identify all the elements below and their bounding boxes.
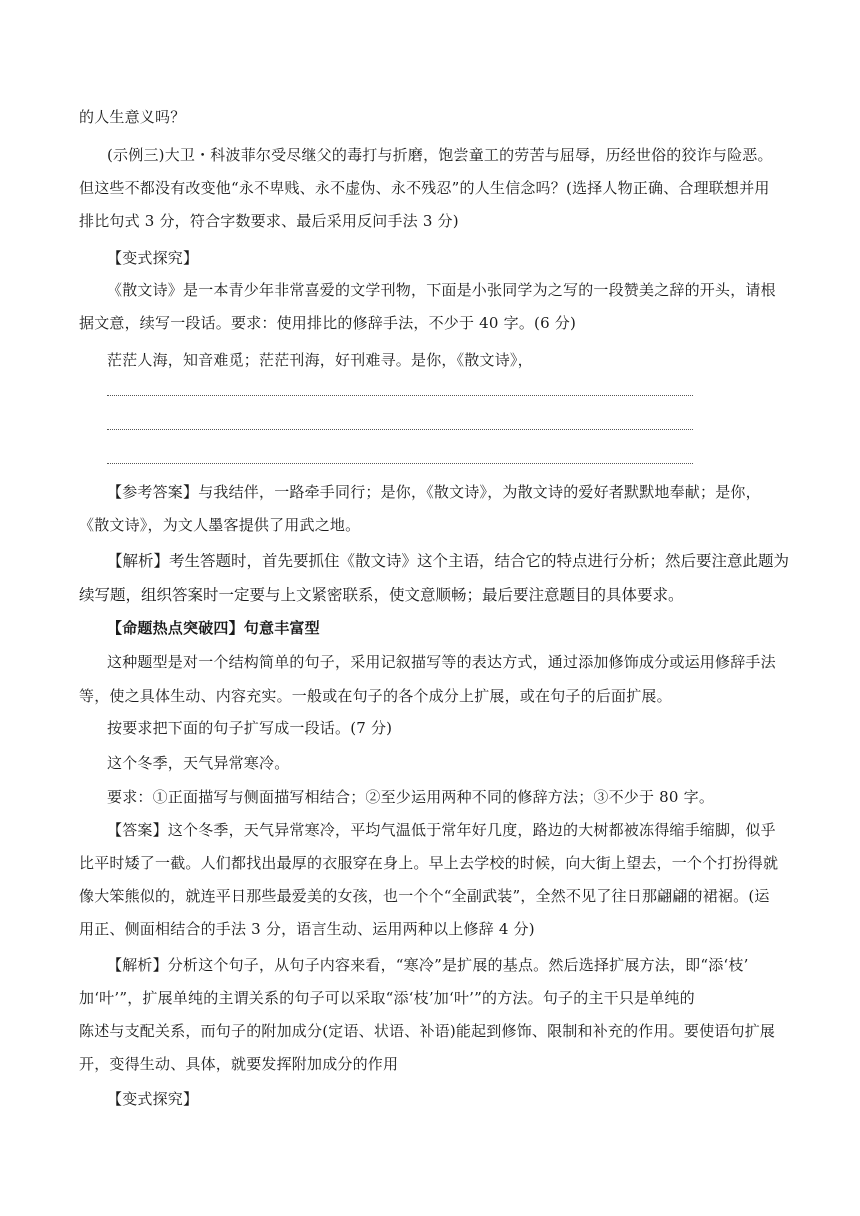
reference-answer-paragraph: 【参考答案】与我结伴，一路牵手同行；是你，《散文诗》，为散文诗的爱好者默默地奉献；是你， bbox=[107, 483, 761, 501]
text-line: 据文意，续写一段话。要求：使用排比的修辞手法，不少于 40 字。(6 分) bbox=[79, 314, 577, 332]
text-line: 等，使之具体生动、内容充实。一般或在句子的各个成分上扩展，或在句子的后面扩展。 bbox=[79, 687, 672, 705]
question-paragraph: 《散文诗》是一本青少年非常喜爱的文学刊物，下面是小张同学为之写的一段赞美之辞的开头，请根 bbox=[107, 281, 776, 299]
text-line: 加‘叶’”，扩展单纯的主谓关系的句子可以采取“添‘枝’加‘叶’”的方法。句子的主干只是单纯的 bbox=[79, 989, 695, 1007]
section-heading-variant: 【变式探究】 bbox=[107, 249, 199, 267]
text-line: 的人生意义吗？ bbox=[79, 108, 186, 126]
requirements-line: 要求：①正面描写与侧面描写相结合；②至少运用两种不同的修辞方法；③不少于 80 字。 bbox=[107, 788, 715, 806]
text-line: 续写题，组织答案时一定要与上文紧密联系，使文意顺畅；最后要注意题目的具体要求。 bbox=[79, 586, 684, 604]
text-line: 比平时矮了一截。人们都找出最厚的衣服穿在身上。早上去学校的时候，向大街上望去，一个个打扮得就 bbox=[79, 854, 779, 872]
section-heading-variant-two: 【变式探究】 bbox=[107, 1090, 199, 1108]
section-heading-hotspot-four: 【命题热点突破四】句意丰富型 bbox=[107, 619, 320, 637]
text-line: 《散文诗》，为文人墨客提供了用武之地。 bbox=[79, 516, 361, 534]
text-line: 但这些不都没有改变他“永不卑贱、永不虚伪、永不残忍”的人生信念吗？(选择人物正确、合理联想并用 bbox=[79, 179, 770, 197]
text-line: 用正、侧面相结合的手法 3 分，语言生动、运用两种以上修辞 4 分) bbox=[79, 920, 535, 938]
example-three-paragraph: (示例三)大卫・科波菲尔受尽继父的毒打与折磨，饱尝童工的劳苦与屈辱，历经世俗的狡诈与险恶。 bbox=[107, 146, 773, 164]
prompt-sentence: 茫茫人海，知音难觅；茫茫刊海，好刊难寻。是你，《散文诗》， bbox=[107, 351, 533, 369]
analysis-paragraph: 【解析】考生答题时，首先要抓住《散文诗》这个主语，结合它的特点进行分析；然后要注意此题为 bbox=[107, 552, 790, 570]
text-line: 陈述与支配关系，而句子的附加成分(定语、状语、补语)能起到修饰、限制和补充的作用。要使语句扩展 bbox=[79, 1022, 776, 1040]
question-instruction: 按要求把下面的句子扩写成一段话。(7 分) bbox=[107, 719, 393, 737]
answer-blank-line bbox=[107, 463, 693, 464]
description-paragraph: 这种题型是对一个结构简单的句子，采用记叙描写等的表达方式，通过添加修饰成分或运用修辞手法 bbox=[107, 653, 776, 671]
text-line: 排比句式 3 分，符合字数要求、最后采用反问手法 3 分) bbox=[79, 212, 459, 230]
given-sentence: 这个冬季，天气异常寒冷。 bbox=[107, 754, 290, 772]
answer-paragraph: 【答案】这个冬季，天气异常寒冷，平均气温低于常年好几度，路边的大树都被冻得缩手缩脚，似乎 bbox=[107, 821, 776, 839]
text-line: 像大笨熊似的，就连平日那些最爱美的女孩，也一个个“全副武装”，全然不见了往日那翩翩的裙裾。(运 bbox=[79, 887, 770, 905]
answer-blank-line bbox=[107, 395, 693, 396]
answer-blank-line bbox=[107, 429, 693, 430]
text-line: 开，变得生动、具体，就要发挥附加成分的作用 bbox=[79, 1055, 399, 1073]
analysis-paragraph-two: 【解析】分析这个句子，从句子内容来看，“寒冷”是扩展的基点。然后选择扩展方法，即“添‘枝’ bbox=[107, 956, 749, 974]
